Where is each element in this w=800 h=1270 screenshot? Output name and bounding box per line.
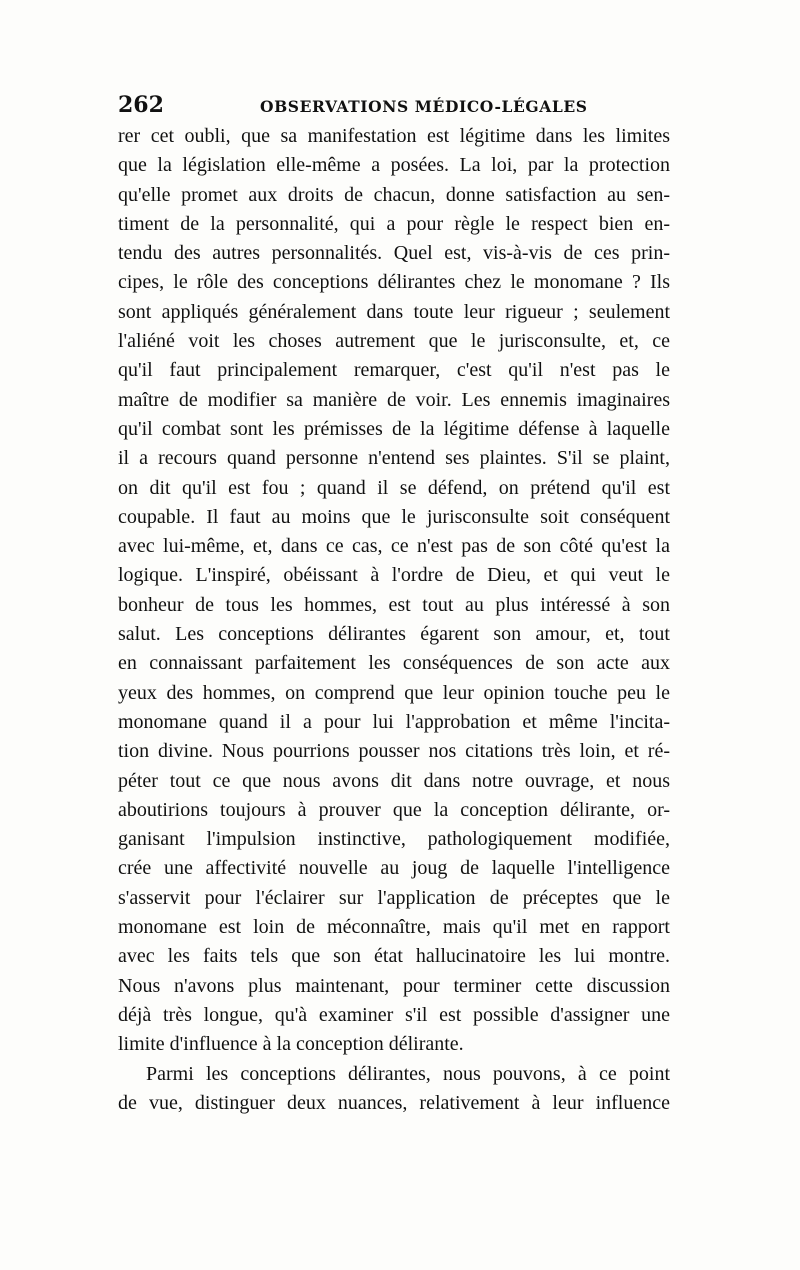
text-line: déjà très longue, qu'à examiner s'il est possible d'assigner une	[118, 1003, 670, 1026]
text-line: aboutirions toujours à prouver que la conception délirante, or-	[118, 798, 670, 821]
text-line: monomane est loin de méconnaître, mais qu'il met en rapport	[118, 916, 670, 939]
text-line: Nous n'avons plus maintenant, pour terminer cette discussion	[118, 974, 670, 997]
text-line: on dit qu'il est fou ; quand il se défend, on prétend qu'il est	[118, 476, 670, 499]
text-line: péter tout ce que nous avons dit dans notre ouvrage, et nous	[118, 769, 670, 792]
text-line: Parmi les conceptions délirantes, nous pouvons, à ce point	[146, 1062, 670, 1085]
text-line: maître de modifier sa manière de voir. Les ennemis imaginaires	[118, 388, 670, 411]
text-line: de vue, distinguer deux nuances, relativement à leur influence	[118, 1091, 670, 1114]
text-line: il a recours quand personne n'entend ses plaintes. S'il se plaint,	[118, 447, 670, 470]
text-line: avec les faits tels que son état hallucinatoire les lui montre.	[118, 945, 670, 968]
text-line: logique. L'inspiré, obéissant à l'ordre de Dieu, et qui veut le	[118, 564, 670, 587]
text-line: yeux des hommes, on comprend que leur opinion touche peu le	[118, 681, 670, 704]
text-line: limite d'influence à la conception délirante.	[118, 1033, 464, 1056]
running-head	[118, 92, 670, 118]
text-line: ganisant l'impulsion instinctive, pathologiquement modifiée,	[118, 828, 670, 851]
text-line: coupable. Il faut au moins que le jurisconsulte soit conséquent	[118, 505, 670, 528]
text-line: sont appliqués généralement dans toute leur rigueur ; seulement	[118, 300, 670, 323]
text-line: avec lui-même, et, dans ce cas, ce n'est pas de son côté qu'est la	[118, 535, 670, 558]
text-line: salut. Les conceptions délirantes égarent son amour, et, tout	[118, 623, 670, 646]
text-line: que la législation elle-même a posées. La loi, par la protection	[118, 154, 670, 177]
text-line: tendu des autres personnalités. Quel est, vis-à-vis de ces prin-	[118, 242, 670, 265]
text-line: qu'elle promet aux droits de chacun, donne satisfaction au sen-	[118, 183, 670, 206]
text-line: rer cet oubli, que sa manifestation est légitime dans les limites	[118, 125, 670, 147]
body-text	[118, 122, 670, 1118]
page-number: 262	[118, 92, 164, 118]
text-line: s'asservit pour l'éclairer sur l'application de préceptes que le	[118, 886, 670, 909]
text-line: crée une affectivité nouvelle au joug de laquelle l'intelligence	[118, 857, 670, 880]
text-line: monomane quand il a pour lui l'approbation et même l'incita-	[118, 710, 670, 733]
running-title: OBSERVATIONS MÉDICO-LÉGALES	[260, 97, 588, 116]
text-line: l'aliéné voit les choses autrement que le jurisconsulte, et, ce	[118, 330, 670, 353]
text-line: cipes, le rôle des conceptions délirantes chez le monomane ? Ils	[118, 271, 670, 294]
text-line: qu'il combat sont les prémisses de la légitime défense à laquelle	[118, 417, 670, 440]
text-line: bonheur de tous les hommes, est tout au plus intéressé à son	[118, 593, 670, 616]
text-line: timent de la personnalité, qui a pour règle le respect bien en-	[118, 212, 670, 235]
text-line: qu'il faut principalement remarquer, c'est qu'il n'est pas le	[118, 359, 670, 382]
text-line: tion divine. Nous pourrions pousser nos citations très loin, et ré-	[118, 740, 670, 763]
text-line: en connaissant parfaitement les conséquences de son acte aux	[118, 652, 670, 675]
